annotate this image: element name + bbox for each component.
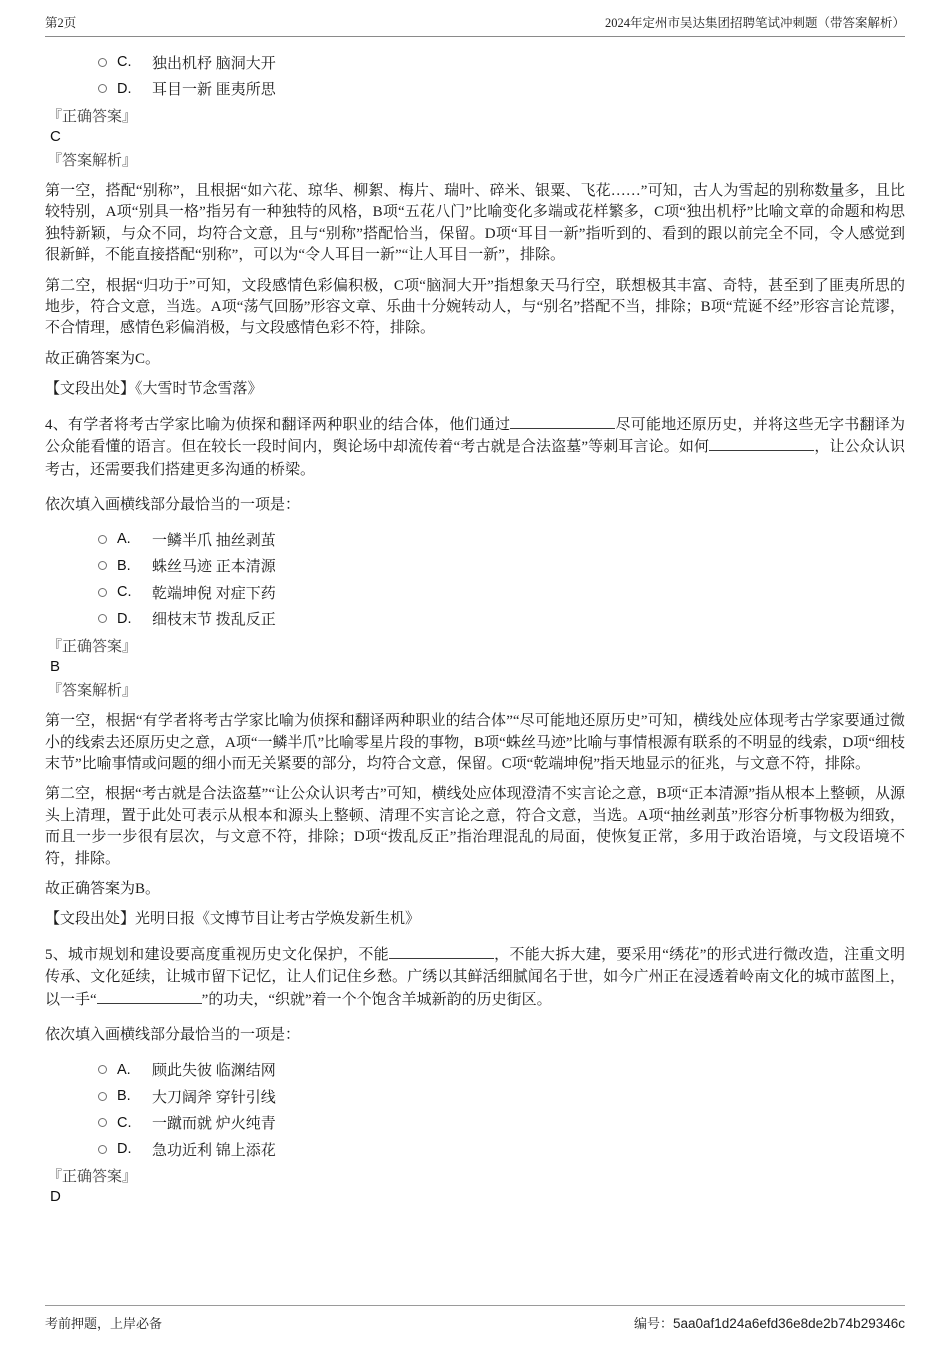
option-row-d[interactable]: [45, 606, 905, 633]
option-row-d[interactable]: [45, 76, 905, 103]
option-text: 一鳞半爪 抽丝剥茧: [152, 532, 276, 549]
question-5-section: [45, 944, 905, 1207]
option-letter: C.: [117, 54, 132, 71]
radio-button-icon[interactable]: [98, 1065, 107, 1074]
option-row-c[interactable]: [45, 1109, 905, 1136]
conclusion-line: 故正确答案为C。: [45, 350, 161, 367]
radio-button-icon[interactable]: [98, 1092, 107, 1101]
option-text: 独出机杼 脑洞大开: [152, 55, 276, 72]
question-5-stem: [45, 944, 905, 1012]
serial-number: 5aa0af1d24a6efd36e8de2b74b29346c: [673, 1316, 905, 1331]
radio-button-icon[interactable]: [98, 614, 107, 623]
document-title: 2024年定州市吴达集团招聘笔试冲刺题（带答案解析）: [604, 16, 905, 30]
question-4-section: [45, 414, 905, 931]
option-row-d[interactable]: [45, 1136, 905, 1163]
radio-button-icon[interactable]: [98, 84, 107, 93]
analysis-paragraph-1: 第一空，搭配“别称”，且根据“如六花、琼华、柳絮、梅片、瑞叶、碎米、银粟、飞花……”可知，古人为雪起的别称数量多，且比较特别，A项“别具一格”指另有一种独特的风格，B项“五花八门”比喻变化多端或花样繁多，C项“独出机杼”比喻文章的命题和构思独特新颖，与众不同，均符合文意，且与“别称”搭配恰当，保留。D项“耳目一新”指听到的、看到的跟以前完全不同，令人感觉到很新鲜，不能直接搭配“别称”，可以为“令人耳目一新”“让人耳目一新”，排除。: [45, 183, 905, 264]
option-letter: B.: [117, 557, 131, 574]
footer-slogan: 考前押题，上岸必备: [45, 1316, 163, 1331]
option-row-a[interactable]: [45, 1056, 905, 1083]
correct-answer-label: 『正确答案』: [47, 109, 138, 125]
radio-button-icon[interactable]: [98, 1118, 107, 1127]
radio-button-icon[interactable]: [98, 58, 107, 67]
stem-text: ，不能大拆大建，要采用“绣花”的形式进行微改造，注重文明传承、文化延续，让城市留下记忆，让人们记住乡愁。广绣以其鲜活细腻闻名于世，如今广州正在浸透着岭南文化的城市蓝图上，以一手“: [45, 946, 905, 1008]
option-row-c[interactable]: [45, 49, 905, 76]
source-line: 【文段出处】《大雪时节念雪落》: [45, 381, 263, 398]
stem-text: 4、有学者将考古学家比喻为侦探和翻译两种职业的结合体，他们通过: [45, 416, 511, 433]
question-5-options: [45, 1056, 905, 1162]
option-text: 急功近利 锦上添花: [152, 1142, 276, 1159]
stem-text: 尽可能地还原历史，并将这些无字书翻译为公众能看懂的语言。但在较长一段时间内，舆论场中却流传着“考古就是合法盗墓”等刺耳言论。如何: [45, 416, 905, 456]
correct-answer-label: 『正确答案』: [47, 639, 138, 656]
option-letter: A.: [117, 1061, 131, 1078]
option-letter: D.: [117, 80, 132, 97]
option-letter: D.: [117, 610, 132, 627]
question-3-options: [45, 49, 905, 102]
fill-prompt: 依次填入画横线部分最恰当的一项是：: [45, 497, 301, 514]
analysis-paragraph-2: 第二空，根据“考古就是合法盗墓”“让公众认识考古”可知，横线处应体现澄清不实言论之意，B项“正本清源”指从根本上整顿，从源头上清理，置于此处可表示从根本和源头上整顿、清理不实言论之意，符合文意，当选。A项“抽丝剥茧”形容分析事物极为细致，而且一步一步很有层次，与文意不符，排除；D项“拨乱反正”指治理混乱的局面，使恢复正常，多用于政治语境，与文段语境不符，排除。: [45, 786, 905, 867]
blank-line: [709, 438, 814, 451]
option-letter: C.: [117, 584, 132, 601]
fill-prompt: 依次填入画横线部分最恰当的一项是：: [45, 1027, 301, 1044]
correct-answer-value: D: [50, 1188, 61, 1206]
option-row-b[interactable]: [45, 553, 905, 580]
option-letter: A.: [117, 531, 131, 548]
blank-line: [510, 416, 615, 429]
option-row-b[interactable]: [45, 1083, 905, 1110]
option-text: 乾端坤倪 对症下药: [152, 585, 276, 602]
page-number: 第2页: [45, 16, 77, 30]
correct-answer-label: 『正确答案』: [47, 1169, 138, 1186]
answer-analysis-label: 『答案解析』: [47, 683, 138, 700]
blank-line: [389, 946, 494, 959]
answer-analysis-label: 『答案解析』: [47, 153, 138, 169]
option-text: 一蹴而就 炉火纯青: [152, 1116, 276, 1133]
stem-text: 5、城市规划和建设要高度重视历史文化保护，不能: [45, 946, 389, 963]
analysis-paragraph-1: 第一空，根据“有学者将考古学家比喻为侦探和翻译两种职业的结合体”“尽可能地还原历史”可知，横线处应体现考古学家要通过微小的线索去还原历史之意，A项“一鳞半爪”比喻零星片段的事物，B项“蛛丝马迹”比喻与事情根源有联系的不明显的线索，D项“细枝末节”比喻事情或问题的细小而无关紧要的部分，均符合文意，保留。C项“乾端坤倪”指天地显示的征兆，与文意不符，排除。: [45, 713, 905, 772]
source-line: 【文段出处】光明日报《文博节目让考古学焕发新生机》: [45, 911, 421, 928]
analysis-paragraph-2: 第二空，根据“归功于”可知，文段感情色彩偏积极，C项“脑洞大开”指想象天马行空，联想极其丰富、奇特，甚至到了匪夷所思的地步，符合文意，当选。A项“荡气回肠”形容文章、乐曲十分婉转动人，与“别名”搭配不当，排除；B项“荒诞不经”形容言论荒谬，不合情理，感情色彩偏消极，与文段感情色彩不符，排除。: [45, 277, 905, 337]
correct-answer-value: C: [50, 128, 61, 145]
stem-text: ，让公众认识考古，还需要我们搭建更多沟通的桥梁。: [45, 439, 905, 478]
option-letter: D.: [117, 1141, 132, 1158]
option-row-c[interactable]: [45, 579, 905, 606]
question-3-section: [45, 49, 905, 401]
blank-line: [97, 991, 202, 1004]
question-4-options: [45, 526, 905, 632]
correct-answer-value: B: [50, 658, 61, 676]
radio-button-icon[interactable]: [98, 535, 107, 544]
option-text: 大刀阔斧 穿针引线: [152, 1089, 276, 1106]
option-text: 蛛丝马迹 正本清源: [152, 559, 276, 576]
radio-button-icon[interactable]: [98, 1145, 107, 1154]
radio-button-icon[interactable]: [98, 561, 107, 570]
option-text: 顾此失彼 临渊结网: [152, 1063, 276, 1080]
option-text: 细枝末节 拨乱反正: [152, 612, 276, 629]
serial-number-line: [634, 1313, 905, 1332]
stem-text: ”的功夫，“织就”着一个个饱含羊城新韵的历史街区。: [201, 991, 552, 1008]
question-4-stem: [45, 414, 905, 482]
serial-label: 编号：: [633, 1316, 673, 1331]
option-text: 耳目一新 匪夷所思: [152, 82, 276, 99]
option-letter: B.: [117, 1088, 131, 1105]
page-header: [45, 16, 905, 31]
radio-button-icon[interactable]: [98, 588, 107, 597]
option-row-a[interactable]: [45, 526, 905, 553]
option-letter: C.: [117, 1114, 132, 1131]
conclusion-line: 故正确答案为B。: [45, 881, 161, 897]
header-divider: [45, 36, 905, 37]
page-footer: [45, 1305, 905, 1332]
